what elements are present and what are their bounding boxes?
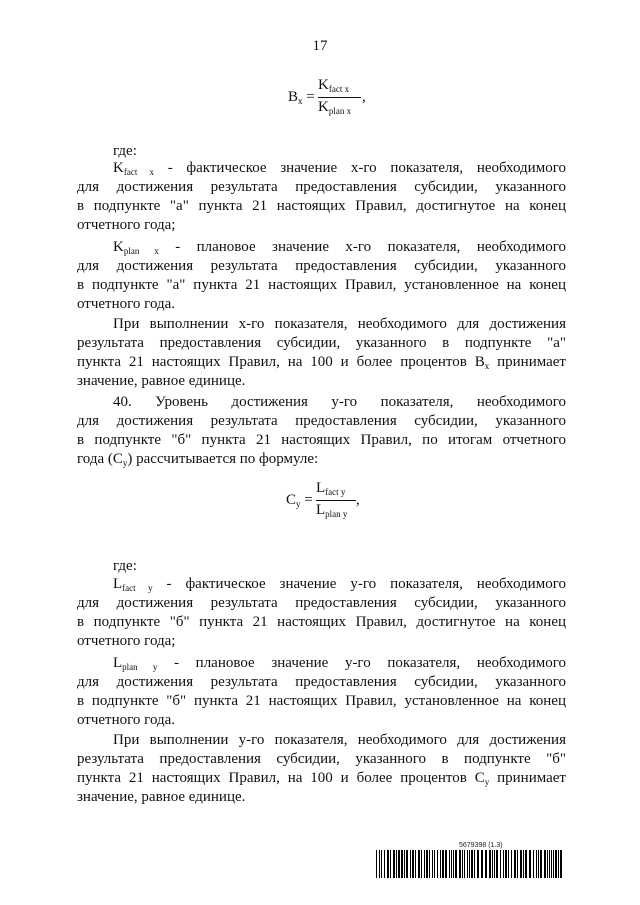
barcode-bar <box>455 850 457 878</box>
barcode-bar <box>451 850 452 878</box>
text-line: для достижения результата предоставления субсидии, указанного <box>77 258 566 274</box>
barcode-bar <box>462 850 463 878</box>
formula-lhs: $B_x$ = <box>288 89 315 106</box>
barcode-bar <box>508 850 509 878</box>
barcode-bar <box>390 850 391 878</box>
barcode-bar <box>505 850 507 878</box>
kfact-definition: $K_{fact x}$ - фактическое значение х-го показателя, необходимого <box>113 160 566 177</box>
barcode-bar <box>404 850 405 878</box>
formula-bx <box>288 77 378 117</box>
barcode-bar <box>523 850 524 878</box>
barcode-bar <box>560 850 562 878</box>
barcode-bar <box>481 850 483 878</box>
barcode-bar <box>445 850 447 878</box>
barcode-bar <box>474 850 475 878</box>
formula-lhs: $C_y$ = <box>286 492 313 509</box>
barcode-bar <box>429 850 430 878</box>
paragraph-first-line: При выполнении х-го показателя, необходимого для достижения <box>113 316 566 332</box>
text-line: отчетного года. <box>77 296 176 312</box>
barcode-bar <box>477 850 479 878</box>
paragraph-40-first-line: 40. Уровень достижения у-го показателя, необходимого <box>113 394 566 410</box>
barcode-bar <box>500 850 501 878</box>
kplan-definition: $K_{plan x}$ - плановое значение х-го показателя, необходимого <box>113 239 566 256</box>
text-line: значение, равное единице. <box>77 373 246 389</box>
barcode-bar <box>424 850 425 878</box>
where-label-2: где: <box>113 558 137 574</box>
barcode-bar <box>469 850 470 878</box>
barcode-bar <box>544 850 546 878</box>
barcode-bar <box>421 850 422 878</box>
formula-denominator: $L_{plan y}$ <box>316 502 348 519</box>
barcode-bar <box>426 850 428 878</box>
lfact-definition: $L_{fact y}$ - фактическое значение у-го показателя, необходимого <box>113 576 566 593</box>
barcode-bar <box>540 850 542 878</box>
barcode-bar <box>536 850 537 878</box>
barcode-bar <box>412 850 414 878</box>
barcode-bar <box>449 850 450 878</box>
text-line: в подпункте "б" пункта 21 настоящих Правил, по итогам отчетного <box>77 432 566 448</box>
barcode-bar <box>453 850 454 878</box>
barcode-bar <box>555 850 557 878</box>
barcode-bar <box>410 850 411 878</box>
barcode-bar <box>384 850 385 878</box>
text-line: отчетного года. <box>77 712 176 728</box>
lplan-definition: $L_{plan y}$ - плановое значение у-го показателя, необходимого <box>113 655 567 672</box>
barcode-bar <box>538 850 539 878</box>
text-line: года $(C_y)$ рассчитывается по формуле: <box>77 451 319 468</box>
text-line: отчетного года; <box>77 633 176 649</box>
barcode-bar <box>485 850 487 878</box>
barcode-bar <box>471 850 473 878</box>
text-line: результата предоставления субсидии, указанного в подпункте "а" <box>77 335 566 351</box>
text-line: результата предоставления субсидии, указанного в подпункте "б" <box>77 751 566 767</box>
text-line: пункта 21 настоящих Правил, на 100 и более процентов $C_y$ принимает <box>77 770 566 787</box>
where-label-1: где: <box>113 143 137 159</box>
barcode-bar <box>517 850 518 878</box>
text-line: отчетного года; <box>77 217 176 233</box>
text-line: пункта 21 настоящих Правил, на 100 и более процентов $B_x$ принимает <box>77 354 566 371</box>
barcode-bar <box>553 850 554 878</box>
barcode-bar <box>401 850 403 878</box>
barcode-bar <box>393 850 395 878</box>
barcode-bar <box>432 850 433 878</box>
barcode-bar <box>558 850 559 878</box>
text-line: в подпункте "а" пункта 21 настоящих Правил, достигнутое на конец <box>77 198 566 214</box>
paragraph-first-line: При выполнении у-го показателя, необходимого для достижения <box>113 732 566 748</box>
text-line: в подпункте "б" пункта 21 настоящих Правил, установленное на конец <box>77 693 566 709</box>
barcode-bar <box>489 850 491 878</box>
barcode-bar <box>459 850 461 878</box>
text-line: в подпункте "а" пункта 21 настоящих Правил, установленное на конец <box>77 277 566 293</box>
formula-numerator: $K_{fact x}$ <box>318 77 350 94</box>
text-line: для достижения результата предоставления субсидии, указанного <box>77 413 566 429</box>
barcode-bar <box>387 850 389 878</box>
barcode-bar <box>406 850 408 878</box>
barcode-bar <box>520 850 522 878</box>
barcode-bar <box>381 850 382 878</box>
barcode-bar <box>549 850 550 878</box>
text-line: для достижения результата предоставления субсидии, указанного <box>77 179 566 195</box>
barcode-bar <box>442 850 444 878</box>
barcode-bar <box>398 850 400 878</box>
barcode-bar <box>511 850 512 878</box>
barcode-bar <box>415 850 416 878</box>
barcode-bar <box>533 850 534 878</box>
text-line: для достижения результата предоставления субсидии, указанного <box>77 674 566 690</box>
barcode-bar <box>492 850 493 878</box>
formula-numerator: $L_{fact y}$ <box>316 480 346 497</box>
barcode-bar <box>376 850 377 878</box>
fraction-bar <box>318 97 361 98</box>
formula-comma: , <box>356 492 360 508</box>
barcode-bar <box>551 850 552 878</box>
text-line: для достижения результата предоставления субсидии, указанного <box>77 595 566 611</box>
barcode-bar <box>503 850 504 878</box>
barcode-bar <box>418 850 420 878</box>
barcode-bar <box>464 850 465 878</box>
barcode-bar <box>496 850 498 878</box>
barcode-bar <box>547 850 548 878</box>
barcode-bar <box>440 850 441 878</box>
barcode-bar <box>529 850 531 878</box>
text-line: значение, равное единице. <box>77 789 246 805</box>
barcode-number: 5679398 (1.3) <box>459 842 503 849</box>
page-number: 17 <box>312 38 328 54</box>
formula-comma: , <box>362 89 366 105</box>
barcode-bar <box>437 850 438 878</box>
barcode-bar <box>514 850 516 878</box>
barcode-bar <box>396 850 397 878</box>
text-line: в подпункте "б" пункта 21 настоящих Правил, достигнутое на конец <box>77 614 566 630</box>
barcode-bar <box>467 850 468 878</box>
barcode <box>376 850 564 878</box>
barcode-bar <box>434 850 435 878</box>
barcode-bar <box>379 850 380 878</box>
fraction-bar <box>316 500 356 501</box>
barcode-bar <box>525 850 527 878</box>
formula-denominator: $K_{plan x}$ <box>318 99 352 116</box>
formula-cy <box>286 480 376 520</box>
barcode-bar <box>494 850 495 878</box>
